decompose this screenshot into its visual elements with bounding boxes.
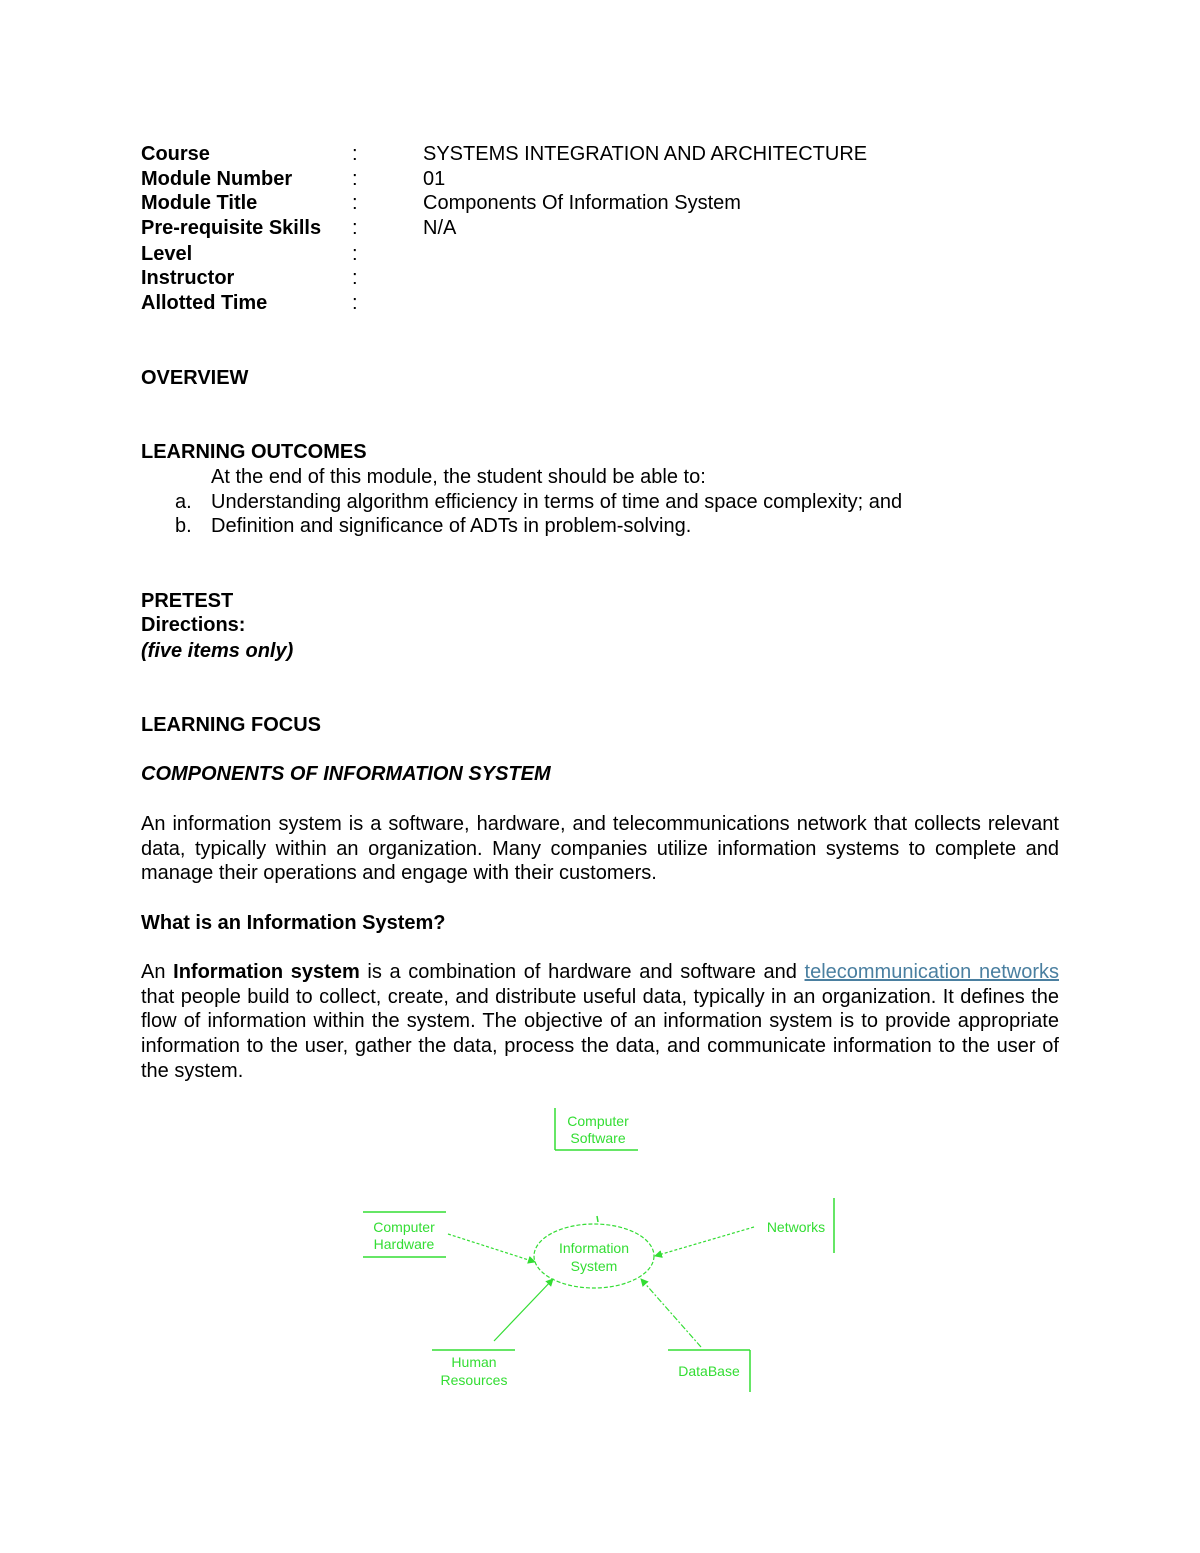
- course-label: Course: [141, 143, 210, 165]
- database-label: DataBase: [678, 1363, 740, 1379]
- allotted-time-label: Allotted Time: [141, 292, 268, 314]
- outcome-marker-a: a.: [175, 491, 192, 513]
- outcome-item-a: Understanding algorithm efficiency in terms of time and space complexity; and: [211, 491, 903, 513]
- learning-focus-heading: LEARNING FOCUS: [141, 714, 321, 736]
- definition-start: An: [141, 961, 174, 983]
- learning-outcomes-intro: At the end of this module, the student should be able to:: [211, 466, 706, 488]
- computer-hardware-node: [363, 1212, 446, 1257]
- human-resources-arrow: [494, 1279, 553, 1341]
- intro-paragraph: An information system is a software, hardware, and telecommunications network that collects relevant data, typically within an organization. Many companies utilize information systems to complete and manage their operations and engage with their customers.: [141, 813, 1059, 885]
- allotted-time-separator: :: [352, 292, 358, 314]
- prerequisite-value: N/A: [423, 217, 457, 239]
- components-subheading: COMPONENTS OF INFORMATION SYSTEM: [141, 763, 551, 785]
- software-arrow: [597, 1216, 598, 1222]
- definition-paragraph: [141, 960, 1059, 1084]
- definition-middle: is a combination of hardware and software and: [359, 961, 805, 983]
- computer-software-node: [555, 1108, 638, 1150]
- information-system-node: [534, 1224, 654, 1288]
- level-separator: :: [352, 243, 358, 265]
- question-heading: What is an Information System?: [141, 912, 446, 934]
- software-label-line1: Computer: [567, 1113, 629, 1129]
- definition-end: that people build to collect, create, and distribute useful data, typically in an organization. It defines the flow of information within the system. The objective of an information system is to provide appropriate information to the user, gather the data, process the data, and communicate information to the user of the system.: [141, 985, 1059, 1082]
- module-title-label: Module Title: [141, 192, 258, 214]
- learning-outcomes-heading: LEARNING OUTCOMES: [141, 441, 367, 463]
- networks-node: [767, 1198, 834, 1253]
- module-number-label: Module Number: [141, 168, 293, 190]
- database-node: [668, 1350, 750, 1392]
- module-number-separator: :: [352, 168, 358, 190]
- center-label-line2: System: [570, 1258, 618, 1274]
- hardware-label-line2: Hardware: [373, 1236, 435, 1252]
- pretest-directions: Directions:: [141, 614, 246, 636]
- module-title-separator: :: [352, 192, 358, 214]
- instructor-label: Instructor: [141, 267, 235, 289]
- networks-label: Networks: [766, 1219, 826, 1235]
- human-label-line1: Human: [451, 1354, 497, 1370]
- course-separator: :: [352, 143, 358, 165]
- outcome-item-b: Definition and significance of ADTs in problem-solving.: [211, 515, 692, 537]
- human-resources-node: [432, 1350, 515, 1388]
- center-label-line1: Information: [558, 1240, 630, 1256]
- prerequisite-separator: :: [352, 217, 358, 239]
- software-label-line2: Software: [570, 1130, 626, 1146]
- instructor-separator: :: [352, 267, 358, 289]
- human-label-line2: Resources: [440, 1372, 508, 1388]
- level-label: Level: [141, 243, 193, 265]
- prerequisite-label: Pre-requisite Skills: [141, 217, 322, 239]
- hardware-arrow: [448, 1234, 535, 1262]
- hardware-label-line1: Computer: [373, 1219, 435, 1235]
- pretest-note: (five items only): [141, 640, 294, 662]
- overview-heading: OVERVIEW: [141, 367, 249, 389]
- pretest-heading: PRETEST: [141, 590, 234, 612]
- definition-bold-term: Information system: [173, 961, 360, 983]
- module-number-value: 01: [423, 168, 446, 190]
- course-value: SYSTEMS INTEGRATION AND ARCHITECTURE: [423, 143, 868, 165]
- telecommunication-networks-link[interactable]: telecommunication networks: [804, 961, 1059, 983]
- database-arrow: [641, 1279, 701, 1347]
- outcome-marker-b: b.: [175, 515, 192, 537]
- module-title-value: Components Of Information System: [423, 192, 741, 214]
- networks-arrow: [655, 1227, 754, 1256]
